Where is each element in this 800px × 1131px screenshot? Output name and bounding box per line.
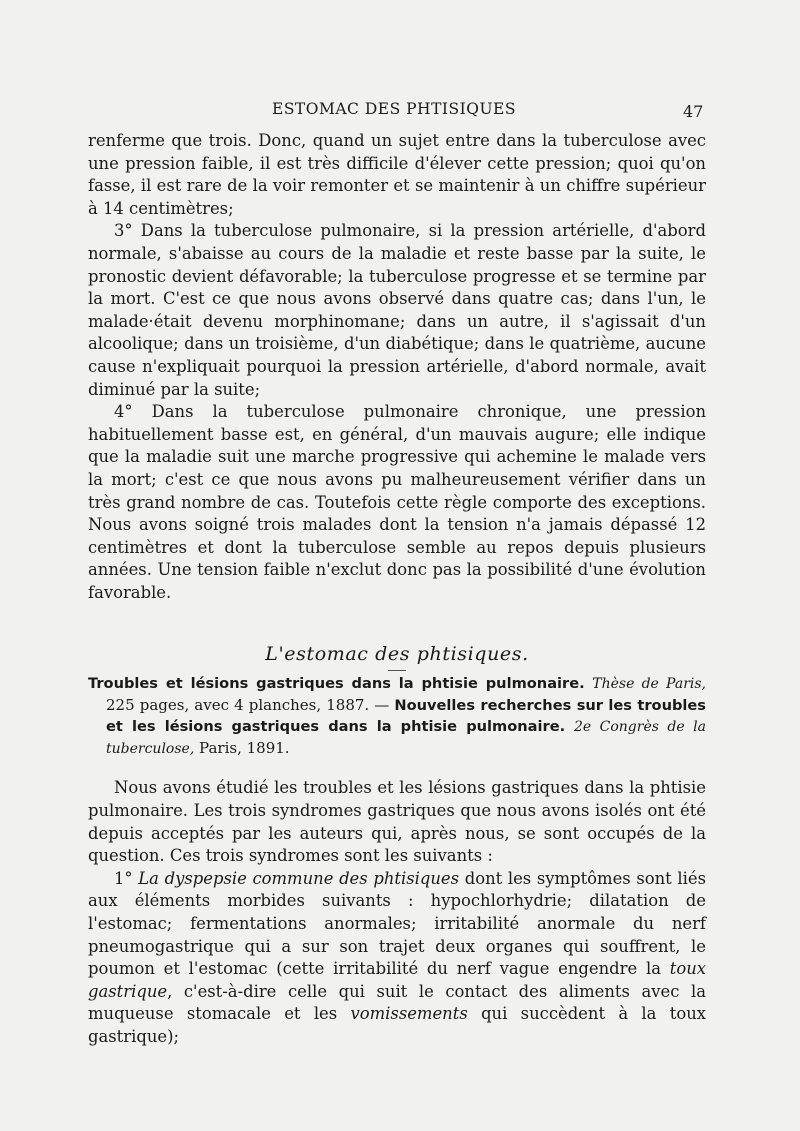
paragraph-continuation: renferme que trois. Donc, quand un sujet entre dans la tuberculose avec une pression faible, il est très difficile d'élever cette pression; quoi qu'on fasse, il est rare de la voir remonter et se maintenir à un chiffre supérieur à 14 centimètres; [88, 131, 706, 218]
bib-title-2: Nouvelles recherches sur les troubles et les lésions gastriques dans la phtisie pulmonaire. [106, 696, 706, 736]
paragraph-point-4: 4° Dans la tuberculose pulmonaire chronique, une pression habituellement basse est, en général, d'un mauvais augure; elle indique que la maladie suit une marche progressive qui achemine le malade vers la mort; c'est ce que nous avons pu malheureusement vérifier dans un très grand nombre de cas. Toutefois cette règle comporte des exceptions. Nous avons soigné trois malades dont la tension n'a jamais dépassé 12 centimètres et dont la tuberculose semble au repos depuis plusieurs années. Une tension faible n'exclut donc pas la possibilité d'une évolution favorable. [88, 402, 706, 602]
syndrome-term: La dyspepsie commune des phtisiques [138, 868, 460, 888]
syndrome-text-b: , c'est-à-dire celle qui suit le contact des aliments avec la muqueuse stomacale et les [88, 981, 706, 1024]
bib-title-1: Troubles et lésions gastriques dans la phtisie pulmonaire. [88, 675, 585, 693]
spacer [88, 759, 706, 777]
running-title: ESTOMAC DES PHTISIQUES [272, 100, 516, 118]
bib-source-2: 2e Congrès de la tuberculose, [106, 719, 706, 757]
page-body [88, 130, 706, 1049]
section-divider [388, 670, 406, 671]
bib-details-2: Paris, 1891. [199, 738, 290, 757]
syndrome-text-a: dont les symptômes sont liés aux éléments morbides suivants : hypochlorhydrie; dilatation de l'estomac; fermentations anormales; irritabilité anormale du nerf pneumogastrique qui a sur son trajet deux organes qui souffrent, le poumon et l'estomac (cette irritabilité du nerf vague engendre la [88, 868, 707, 979]
paragraph-intro-syndromes: Nous avons étudié les troubles et les lésions gastriques dans la phtisie pulmonaire. Les trois syndromes gastriques que nous avons isolés ont été depuis acceptés par les auteurs qui, après nous, se sont occupés de la question. Ces trois syndromes sont les suivants : [88, 778, 706, 866]
bibliography-entry [88, 673, 706, 759]
paragraph-point-3: 3° Dans la tuberculose pulmonaire, si la pression artérielle, d'abord normale, s'abaisse au cours de la maladie et reste basse par la suite, le pronostic devient défavorable; la tuberculose progresse et se termine par la mort. C'est ce que nous avons observé dans quatre cas; dans l'un, le malade·était devenu morphinomane; dans un autre, il s'agissait d'un alcoolique; dans un troisième, d'un diabétique; dans le quatrième, aucune cause n'expliquait pourquoi la pression artérielle, d'abord normale, avait diminué par la suite; [88, 221, 706, 399]
term-toux-gastrique: toux gastrique [88, 959, 706, 1001]
page-number: 47 [683, 102, 704, 121]
term-vomissements: vomissements [350, 1004, 468, 1024]
syndrome-number: 1° [114, 868, 133, 888]
page-header [0, 100, 800, 124]
bib-details-1: 225 pages, avec 4 planches, 1887. — [106, 695, 390, 714]
bib-source-1: Thèse de Paris, [592, 676, 706, 693]
paragraph-syndrome-1 [88, 868, 706, 1049]
syndrome-text-c: qui succèdent à la toux gastrique); [88, 1004, 707, 1046]
section-title: L'estomac des phtisiques. [265, 643, 529, 666]
